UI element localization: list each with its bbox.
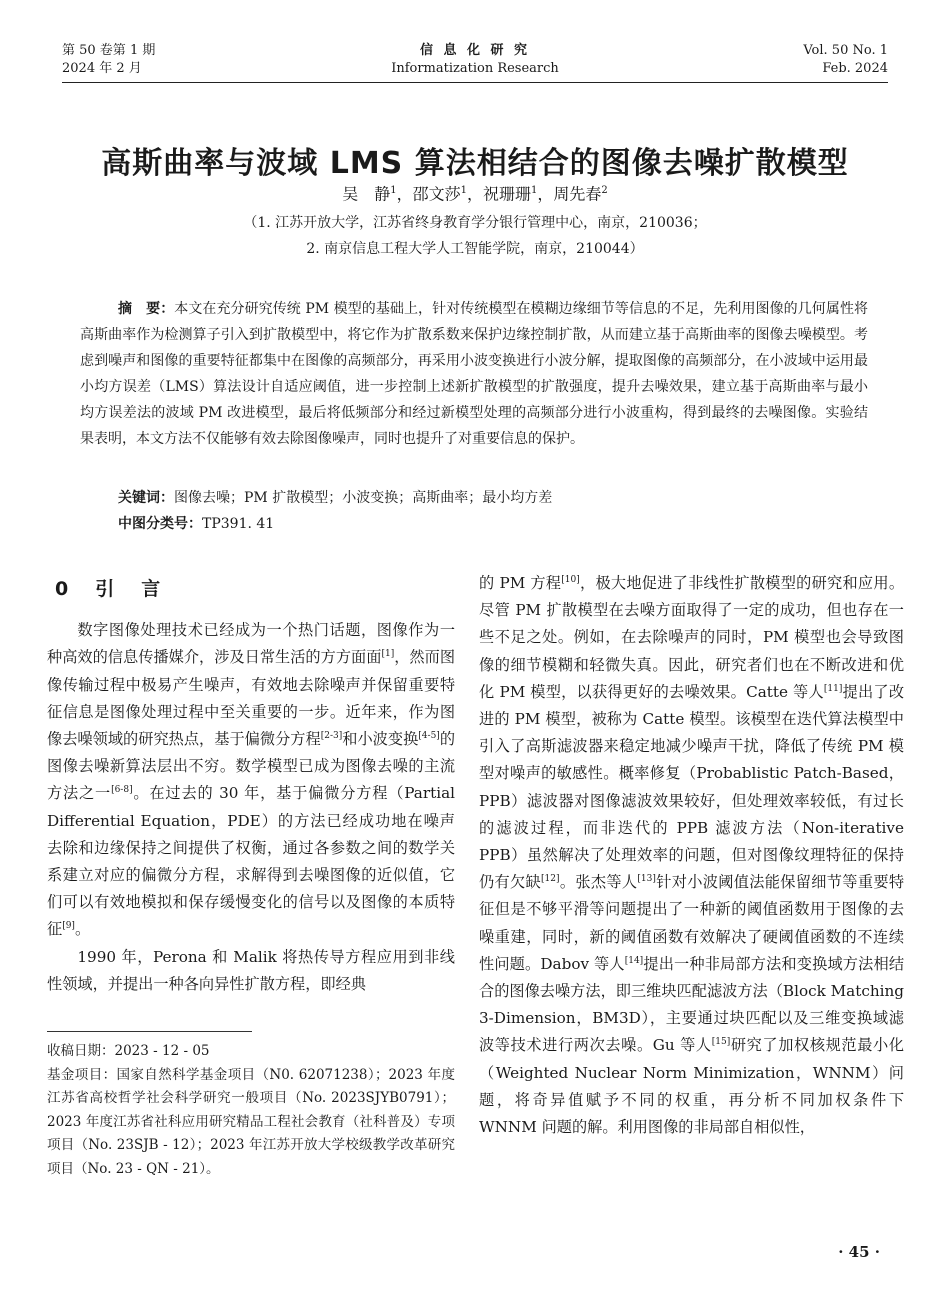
- date-en: Feb. 2024: [822, 61, 888, 76]
- section-heading: 0 引 言: [55, 578, 165, 600]
- paragraph-text: ，极大地促进了非线性扩散模型的研究和应用。尽管 PM 扩散模型在去噪方面取得了一定的成功，但也存在一些不足之处。例如，在去除噪声的同时，PM 模型也会导致图像的细节模糊和轻微失真。因此，研究者们也在不断改进和优化 PM 模型，以获得更好的去噪效果。Catte 等人: [479, 574, 905, 701]
- paper-title: 高斯曲率与波域 LMS 算法相结合的图像去噪扩散模型: [101, 146, 849, 181]
- received-date: 收稿日期：2023 - 12 - 05: [47, 1043, 210, 1059]
- paragraph-text: 。在过去的 30 年，基于偏微分方程（Partial Differential Equation，PDE）的方法已经成功地在噪声去除和边缘保持之间提供了权衡，通过各参数之间的数学关系建立对应的偏微分方程，求解得到去噪图像的近似值，它们可以有效地模拟和保存缓慢变化的信号以及图像的本质特征: [47, 784, 455, 939]
- paragraph-text: 。张杰等人: [559, 873, 638, 892]
- keywords-label: 关键词：: [118, 490, 174, 506]
- journal-name-cn: 信 息 化 研 究: [419, 43, 531, 58]
- paragraph-text: 和小波变换: [342, 730, 419, 749]
- citation-ref: [2-3]: [320, 730, 343, 741]
- citation-ref: [11]: [823, 683, 843, 694]
- paragraph-text: 的图像去噪新算法层出不穷。数学模型已成为图像去噪的主流方法之一: [47, 730, 456, 803]
- footnote-rule: [47, 1031, 252, 1032]
- abstract-text: 本文在充分研究传统 PM 模型的基础上，针对传统模型在模糊边缘细节等信息的不足，先利用图像的几何属性将高斯曲率作为检测算子引入到扩散模型中，将它作为扩散系数来保护边缘控制扩散，从而建立基于高斯曲率的图像去噪模型。考虑到噪声和图像的重要特征都集中在图像的高频部分，再采用小波变换进行小波分解，提取图像的高频部分，在小波域中运用最小均方误差（LMS）算法设计自适应阈值，进一步控制上述新扩散模型的扩散强度，提升去噪效果，建立基于高斯曲率与最小均方误差法的波域 PM 改进模型，最后将低频部分和经过新模型处理的高频部分进行小波重构，得到最终的去噪图像。实验结果表明，本文方法不仅能够有效去除图像噪声，同时也提升了对重要信息的保护。: [80, 301, 869, 447]
- paragraph-text: 提出了改进的 PM 模型，被称为 Catte 模型。该模型在迭代算法模型中引入了高斯滤波器来稳定地减少噪声干扰，降低了传统 PM 模型对噪声的敏感性。概率修复（Probablistic Patch-Based，PPB）滤波器对图像滤波效果较好，但处理效率较低，有过长的滤波过程，而非迭代的 PPB 滤波方法（Non-iterative PPB）虽然解决了处理效率的问题，但对图像纹理特征的保持仍有欠缺: [479, 682, 905, 892]
- paragraph-text: 研究了加权核规范最小化（Weighted Nuclear Norm Minimization，WNNM）问题，将奇异值赋予不同的权重，再分析不同加权条件下 WNNM 问题的解。利用图像的非局部自相似性，: [479, 1036, 904, 1137]
- left-paragraphs: [47, 617, 455, 998]
- body-paragraph: [47, 617, 455, 943]
- author: 邵文莎: [412, 184, 461, 204]
- date-cn: 2024 年 2 月: [62, 61, 142, 76]
- paragraph-text: 提出一种非局部方法和变换域方法相结合的图像去噪方法，即三维块匹配滤波方法（Block Matching 3-Dimension，BM3D），主要通过块匹配以及三维变换域滤波等技术进行两次去噪。Gu 等人: [479, 954, 905, 1055]
- citation-ref: [12]: [541, 874, 560, 885]
- abstract-label: 摘 要：: [118, 301, 175, 317]
- clc-text: TP391. 41: [202, 516, 275, 532]
- citation-ref: [13]: [637, 874, 656, 885]
- paragraph-text: ，然而图像传输过程中极易产生噪声，有效地去除噪声并保留重要特征信息是图像处理过程中至关重要的一步。近年来，作为图像去噪领域的研究热点，基于偏微分方程: [47, 648, 456, 749]
- header-right: [803, 42, 888, 78]
- abstract: [80, 296, 868, 452]
- keywords-text: 图像去噪；PM 扩散模型；小波变换；高斯曲率；最小均方差: [174, 490, 553, 506]
- body-paragraph: [479, 570, 904, 1141]
- author-affil-mark: 2: [601, 185, 608, 196]
- author-list: 吴 静$^1$，邵文莎$^1$，祝珊珊$^1$，周先春$^2$: [342, 184, 608, 204]
- citation-ref: [1]: [381, 649, 395, 660]
- paragraph-text: 的 PM 方程: [479, 574, 562, 592]
- author-affil-mark: 1: [531, 185, 538, 196]
- paragraph-text: 针对小波阈值法能保留细节等重要特征但是不够平滑等问题提出了一种新的阈值函数用于图像的去噪重建，同时，新的阈值函数有效解决了硬阈值函数的不连续性问题。Dabov 等人: [479, 873, 905, 973]
- body-paragraph: [47, 944, 455, 998]
- author: 周先春: [553, 184, 602, 204]
- paragraph-text: 。: [74, 920, 91, 939]
- citation-ref: [10]: [561, 574, 580, 585]
- keywords: [118, 487, 878, 509]
- page-number: · 45 ·: [838, 1243, 880, 1261]
- left-column: [47, 570, 455, 998]
- header-rule: [62, 82, 888, 83]
- author-affil-mark: 1: [390, 185, 397, 196]
- right-column: [479, 570, 904, 1141]
- volume-cn: 第 50 卷第 1 期: [62, 43, 156, 58]
- citation-ref: [15]: [711, 1037, 731, 1048]
- author: 吴 静: [342, 184, 391, 204]
- citation-ref: [6-8]: [111, 785, 133, 796]
- right-paragraphs: [479, 570, 904, 1141]
- citation-ref: [9]: [62, 921, 75, 932]
- fund-info: 基金项目：国家自然科学基金项目（N0. 62071238）；2023 年度江苏省高校哲学社会科学研究一般项目（No. 2023SJYB0791）；2023 年度江苏省社科应用研究精品工程社会教育（社科普及）专项项目（No. 23SJB - 12）；2023 年江苏开放大学校级教学改革研究项目（No. 23 - QN - 21）。: [47, 1066, 455, 1177]
- paragraph-text: 1990 年，Perona 和 Malik 将热传导方程应用到非线性领域，并提出一种各向异性扩散方程，即经典: [47, 947, 455, 993]
- footnote: [47, 1040, 455, 1182]
- citation-ref: [14]: [624, 955, 644, 966]
- affiliation-2: 2. 南京信息工程大学人工智能学院，南京，210044）: [306, 241, 644, 257]
- author: 祝珊珊: [483, 184, 532, 204]
- clc-number: [118, 513, 878, 535]
- clc-label: 中图分类号：: [118, 516, 202, 532]
- paragraph-text: 数字图像处理技术已经成为一个热门话题，图像作为一种高效的信息传播媒介，涉及日常生活的方方面面: [47, 621, 455, 667]
- affiliation-1: （1. 江苏开放大学，江苏省终身教育学分银行管理中心，南京，210036；: [243, 215, 707, 231]
- journal-name-en: Informatization Research: [391, 61, 559, 76]
- citation-ref: [4-5]: [418, 730, 440, 741]
- volume-en: Vol. 50 No. 1: [803, 43, 888, 58]
- author-affil-mark: 1: [460, 185, 467, 196]
